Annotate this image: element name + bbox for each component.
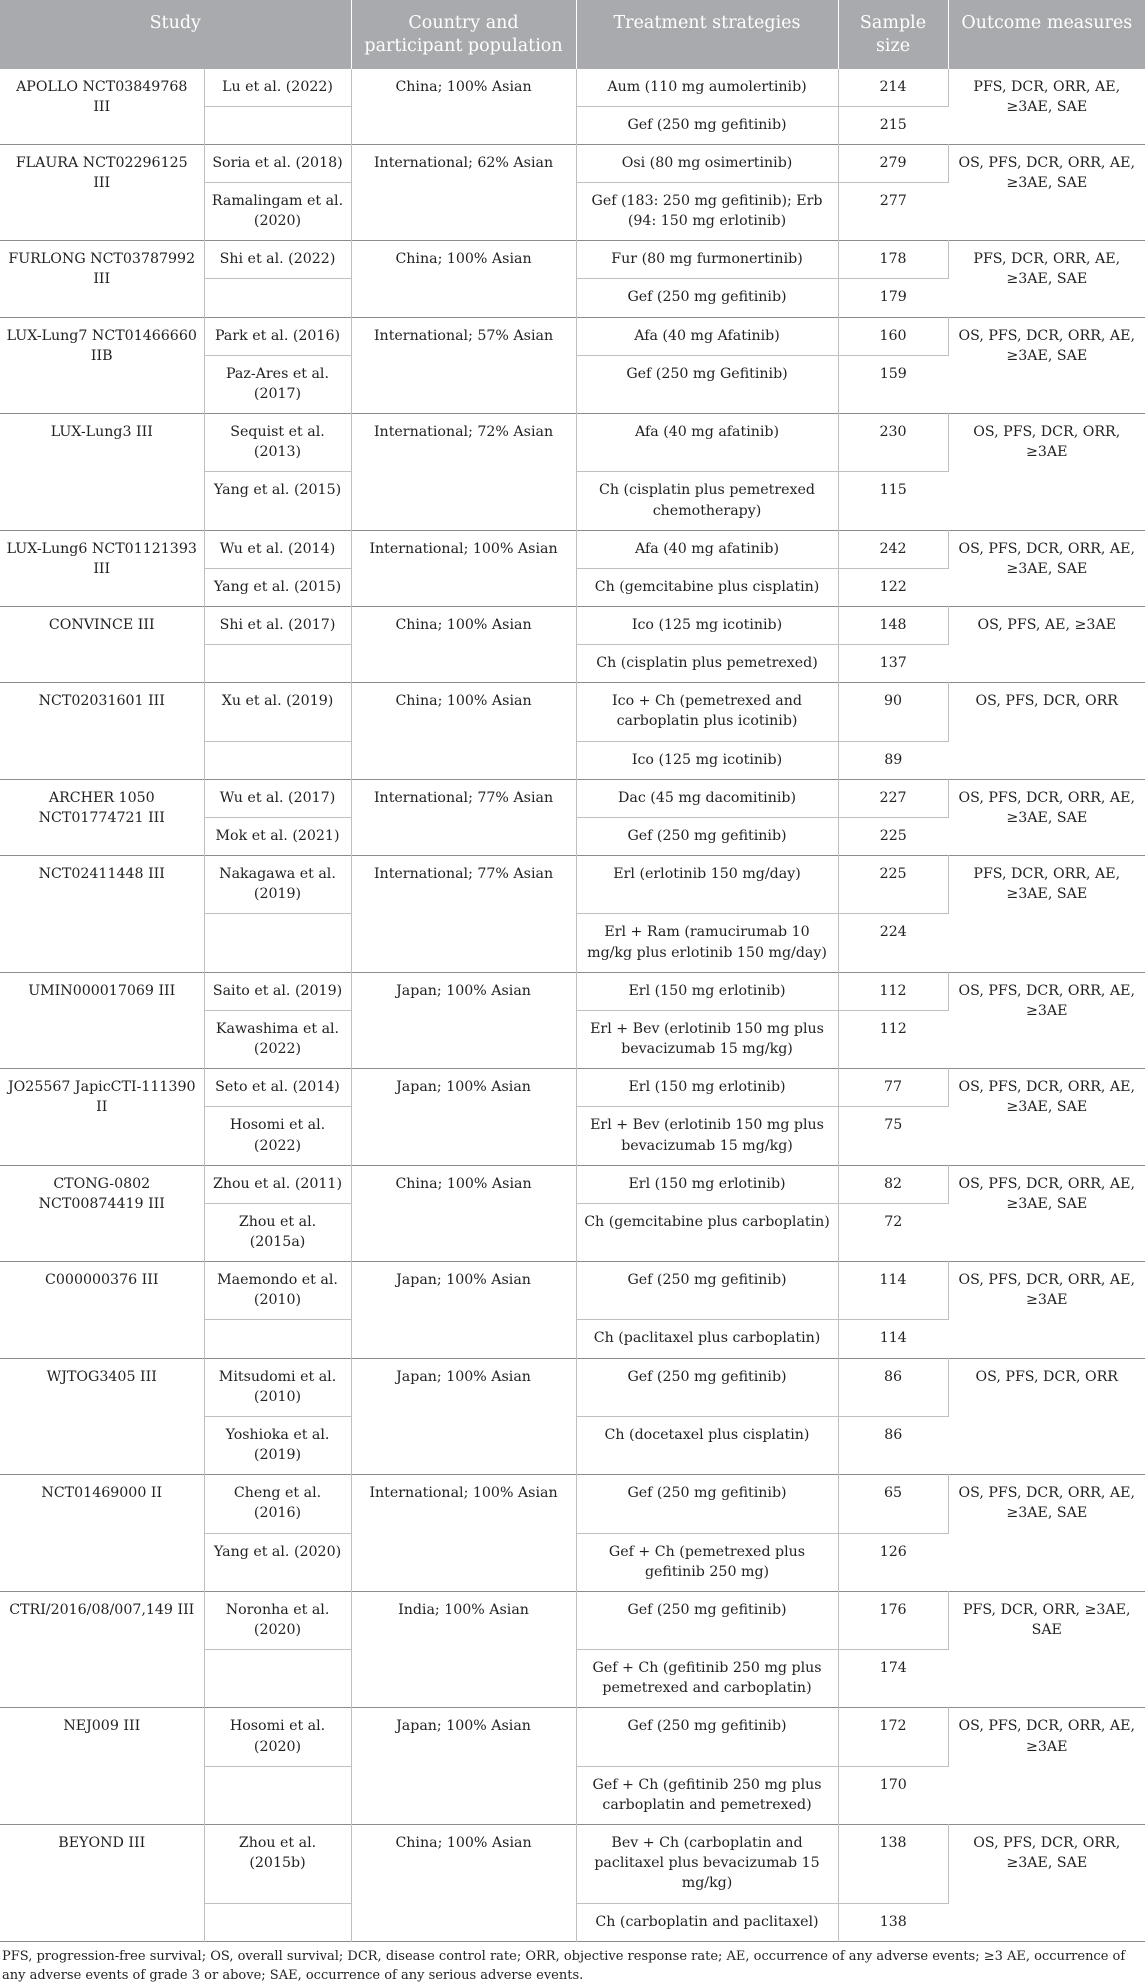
trial-name: NCT01469000 II [0,1475,204,1592]
country-population: International; 57% Asian [351,317,576,413]
outcome-measures: PFS, DCR, ORR, AE, ≥3AE, SAE [973,78,1121,115]
outcome-measures: PFS, DCR, ORR, AE, ≥3AE, SAE [948,856,1145,973]
reference-cell: Xu et al. (2019) [204,683,351,741]
header-outcome: Outcome measures [948,0,1145,69]
country-population: International; 62% Asian [351,144,576,240]
sample-size: 224 [838,914,948,972]
table-row [0,1069,1145,1107]
reference-cell: Hosomi et al. (2020) [204,1708,351,1766]
trial-name: NEJ009 III [0,1708,204,1825]
reference-cell: Noronha et al. (2020) [204,1591,351,1649]
header-treatment: Treatment strategies [576,0,838,69]
outcome-measures: OS, PFS, DCR, ORR, ≥3AE [948,414,1145,531]
treatment-strategy: Bev + Ch (carboplatin and paclitaxel plus bevacizumab 15 mg/kg) [576,1825,838,1903]
table-row [0,241,1145,279]
reference-cell [204,741,351,779]
sample-size: 114 [838,1262,948,1320]
treatment-strategy: Gef + Ch (pemetrexed plus gefitinib 250 mg) [576,1533,838,1591]
outcome-measures: OS, PFS, AE, ≥3AE [948,607,1145,683]
treatment-strategy: Gef (250 mg gefitinib) [576,1708,838,1766]
trial-name: UMIN000017069 III [0,972,204,1068]
outcome-measures: OS, PFS, DCR, ORR, AE, ≥3AE [948,1262,1145,1358]
table-row [0,779,1145,817]
outcome-measures: OS, PFS, DCR, ORR, AE, ≥3AE, SAE [948,1165,1145,1261]
sample-size: 82 [838,1165,948,1203]
reference-cell [204,645,351,683]
table-row [0,1165,1145,1203]
trial-name: FLAURA NCT02296125 III [0,144,204,240]
treatment-strategy: Gef (250 mg Gefitinib) [576,355,838,413]
country-population: International; 72% Asian [351,414,576,531]
reference-cell: Soria et al. (2018) [204,144,351,182]
sample-size: 176 [838,1591,948,1649]
trial-name: CTONG-0802 NCT00874419 III [0,1165,204,1261]
trial-name: LUX-Lung3 III [0,414,204,531]
table-row [0,530,1145,568]
table-row [0,972,1145,1010]
treatment-strategy: Gef (250 mg gefitinib) [576,279,838,317]
country-population: International; 100% Asian [351,1475,576,1592]
country-population: International; 77% Asian [351,856,576,973]
trial-name: CONVINCE III [0,607,204,683]
sample-size: 230 [838,414,948,472]
reference-cell: Zhou et al. (2011) [204,1165,351,1203]
sample-size: 225 [838,856,948,914]
table-row [0,414,1145,472]
reference-cell: Yang et al. (2015) [204,568,351,606]
treatment-strategy: Osi (80 mg osimertinib) [576,144,838,182]
treatment-strategy: Ch (gemcitabine plus carboplatin) [576,1203,838,1261]
table-row [0,144,1145,182]
reference-cell: Cheng et al. (2016) [204,1475,351,1533]
table-footnote: PFS, progression-free survival; OS, overall survival; DCR, disease control rate; ORR, objective response rate; AE, occurrence of any adverse events; ≥3 AE, occurrence of any adverse events of grade 3 or above; SAE, occurrence of any serious adverse events. [2,1948,1126,1983]
table-row [0,683,1145,741]
treatment-strategy: Ch (carboplatin and paclitaxel) [576,1903,838,1941]
country-population: Japan; 100% Asian [351,1262,576,1358]
treatment-strategy: Erl (150 mg erlotinib) [576,1165,838,1203]
sample-size: 215 [838,106,948,144]
treatment-strategy: Erl + Bev (erlotinib 150 mg plus bevacizumab 15 mg/kg) [576,1107,838,1165]
sample-size: 75 [838,1107,948,1165]
outcome-measures: OS, PFS, DCR, ORR, AE, ≥3AE [948,972,1145,1068]
reference-cell: Lu et al. (2022) [204,69,351,107]
reference-cell: Yang et al. (2015) [204,472,351,530]
sample-size: 86 [838,1416,948,1474]
treatment-strategy: Gef (250 mg gefitinib) [576,1358,838,1416]
outcome-measures: PFS, DCR, ORR, AE, ≥3AE, SAE [948,241,1145,317]
trial-name: JO25567 JapicCTI-111390 II [0,1069,204,1165]
sample-size: 170 [838,1766,948,1824]
outcome-measures: OS, PFS, DCR, ORR, AE, ≥3AE, SAE [948,317,1145,413]
reference-cell: Kawashima et al. (2022) [204,1010,351,1068]
reference-cell: Zhou et al. (2015a) [204,1203,351,1261]
sample-size: 277 [838,182,948,240]
trial-name: CTRI/2016/08/007,149 III [0,1591,204,1708]
sample-size: 72 [838,1203,948,1261]
table-row [0,1358,1145,1416]
reference-cell: Park et al. (2016) [204,317,351,355]
reference-cell: Yang et al. (2020) [204,1533,351,1591]
treatment-strategy: Gef (250 mg gefitinib) [576,106,838,144]
reference-cell [204,1903,351,1941]
reference-cell: Shi et al. (2017) [204,607,351,645]
reference-cell: Mok et al. (2021) [204,817,351,855]
header-study: Study [0,0,351,69]
country-population: Japan; 100% Asian [351,972,576,1068]
treatment-strategy: Afa (40 mg afatinib) [576,530,838,568]
table-row [0,1262,1145,1320]
treatment-strategy: Aum (110 mg aumolertinib) [576,69,838,107]
country-population: China; 100% Asian [351,683,576,779]
table-row [0,1825,1145,1903]
sample-size: 89 [838,741,948,779]
sample-size: 159 [838,355,948,413]
treatment-strategy: Ch (docetaxel plus cisplatin) [576,1416,838,1474]
treatment-strategy: Afa (40 mg afatinib) [576,414,838,472]
reference-cell: Ramalingam et al. (2020) [204,182,351,240]
treatment-strategy: Ico (125 mg icotinib) [576,741,838,779]
outcome-measures: OS, PFS, DCR, ORR, AE, ≥3AE, SAE [948,779,1145,855]
table-row [0,1475,1145,1533]
reference-cell: Sequist et al. (2013) [204,414,351,472]
treatment-strategy: Gef + Ch (gefitinib 250 mg plus carboplatin and pemetrexed) [576,1766,838,1824]
trial-name: ARCHER 1050 NCT01774721 III [0,779,204,855]
table-row [0,317,1145,355]
outcome-measures: OS, PFS, DCR, ORR [948,1358,1145,1475]
outcome-measures: OS, PFS, DCR, ORR [948,683,1145,779]
reference-cell: Hosomi et al. (2022) [204,1107,351,1165]
sample-size: 137 [838,645,948,683]
trial-name: LUX-Lung6 NCT01121393 III [0,530,204,606]
sample-size: 227 [838,779,948,817]
treatment-strategy: Erl + Ram (ramucirumab 10 mg/kg plus erlotinib 150 mg/day) [576,914,838,972]
reference-cell: Wu et al. (2017) [204,779,351,817]
reference-cell: Saito et al. (2019) [204,972,351,1010]
reference-cell: Zhou et al. (2015b) [204,1825,351,1903]
sample-size: 225 [838,817,948,855]
country-population: China; 100% Asian [351,607,576,683]
trial-name: NCT02031601 III [0,683,204,779]
sample-size: 160 [838,317,948,355]
sample-size: 138 [838,1903,948,1941]
table-row [0,1591,1145,1649]
treatment-strategy: Gef (183: 250 mg gefitinib); Erb (94: 150 mg erlotinib) [576,182,838,240]
reference-cell [204,1320,351,1358]
reference-cell: Yoshioka et al. (2019) [204,1416,351,1474]
reference-cell: Wu et al. (2014) [204,530,351,568]
treatment-strategy: Ch (cisplatin plus pemetrexed chemotherapy) [576,472,838,530]
trial-name: NCT02411448 III [0,856,204,973]
sample-size: 174 [838,1650,948,1708]
treatment-strategy: Afa (40 mg Afatinib) [576,317,838,355]
trial-name: C000000376 III [0,1262,204,1358]
reference-cell: Paz-Ares et al. (2017) [204,355,351,413]
sample-size: 65 [838,1475,948,1533]
treatment-strategy: Gef (250 mg gefitinib) [576,1475,838,1533]
treatment-strategy: Ch (paclitaxel plus carboplatin) [576,1320,838,1358]
reference-cell [204,106,351,144]
sample-size: 178 [838,241,948,279]
sample-size: 112 [838,972,948,1010]
treatment-strategy: Erl (150 mg erlotinib) [576,1069,838,1107]
treatment-strategy: Dac (45 mg dacomitinib) [576,779,838,817]
country-population: China; 100% Asian [351,241,576,317]
outcome-measures: OS, PFS, DCR, ORR, AE, ≥3AE, SAE [948,1069,1145,1165]
outcome-measures: OS, PFS, DCR, ORR, AE, ≥3AE, SAE [948,1475,1145,1592]
trial-name: APOLLO NCT03849768 III [0,69,204,145]
trial-name: WJTOG3405 III [0,1358,204,1475]
table-body [0,69,1145,1942]
outcome-measures: OS, PFS, DCR, ORR, AE, ≥3AE, SAE [948,530,1145,606]
outcome-measures: PFS, DCR, ORR, ≥3AE, SAE [948,1591,1145,1708]
country-population: China; 100% Asian [351,1825,576,1942]
sample-size: 86 [838,1358,948,1416]
sample-size: 77 [838,1069,948,1107]
treatment-strategy: Ch (gemcitabine plus cisplatin) [576,568,838,606]
sample-size: 214 [838,69,948,107]
reference-cell: Nakagawa et al. (2019) [204,856,351,914]
sample-size: 138 [838,1825,948,1903]
treatment-strategy: Ico (125 mg icotinib) [576,607,838,645]
sample-size: 115 [838,472,948,530]
country-population: China; 100% Asian [351,69,576,145]
sample-size: 179 [838,279,948,317]
treatment-strategy: Erl (erlotinib 150 mg/day) [576,856,838,914]
table-row [0,607,1145,645]
treatment-strategy: Erl (150 mg erlotinib) [576,972,838,1010]
sample-size: 242 [838,530,948,568]
outcome-measures: OS, PFS, DCR, ORR, ≥3AE, SAE [948,1825,1145,1942]
table-row [0,1708,1145,1766]
country-population: International; 100% Asian [351,530,576,606]
header-country: Country and participant population [351,0,576,69]
reference-cell: Seto et al. (2014) [204,1069,351,1107]
sample-size: 122 [838,568,948,606]
sample-size: 172 [838,1708,948,1766]
sample-size: 126 [838,1533,948,1591]
treatment-strategy: Gef (250 mg gefitinib) [576,1262,838,1320]
sample-size: 112 [838,1010,948,1068]
treatment-strategy: Gef + Ch (gefitinib 250 mg plus pemetrexed and carboplatin) [576,1650,838,1708]
trial-name: LUX-Lung7 NCT01466660 IIB [0,317,204,413]
treatment-strategy: Gef (250 mg gefitinib) [576,1591,838,1649]
treatment-strategy: Ico + Ch (pemetrexed and carboplatin plus icotinib) [576,683,838,741]
country-population: China; 100% Asian [351,1165,576,1261]
reference-cell [204,1766,351,1824]
reference-cell: Maemondo et al. (2010) [204,1262,351,1320]
treatment-strategy: Gef (250 mg gefitinib) [576,817,838,855]
treatment-strategy: Fur (80 mg furmonertinib) [576,241,838,279]
reference-cell: Shi et al. (2022) [204,241,351,279]
sample-size: 90 [838,683,948,741]
table-header-row [0,0,1145,69]
header-sample-size: Sample size [838,0,948,69]
outcome-measures: OS, PFS, DCR, ORR, AE, ≥3AE [948,1708,1145,1825]
country-population: Japan; 100% Asian [351,1358,576,1475]
reference-cell [204,279,351,317]
country-population: International; 77% Asian [351,779,576,855]
reference-cell: Mitsudomi et al. (2010) [204,1358,351,1416]
sample-size: 114 [838,1320,948,1358]
treatment-strategy: Erl + Bev (erlotinib 150 mg plus bevacizumab 15 mg/kg) [576,1010,838,1068]
country-population: Japan; 100% Asian [351,1069,576,1165]
sample-size: 148 [838,607,948,645]
table-row [0,69,1145,107]
trial-name: BEYOND III [0,1825,204,1942]
treatment-strategy: Ch (cisplatin plus pemetrexed) [576,645,838,683]
country-population: Japan; 100% Asian [351,1708,576,1825]
table-row [0,856,1145,914]
outcome-measures: OS, PFS, DCR, ORR, AE, ≥3AE, SAE [948,144,1145,240]
sample-size: 279 [838,144,948,182]
country-population: India; 100% Asian [351,1591,576,1708]
reference-cell [204,914,351,972]
trial-name: FURLONG NCT03787992 III [0,241,204,317]
reference-cell [204,1650,351,1708]
